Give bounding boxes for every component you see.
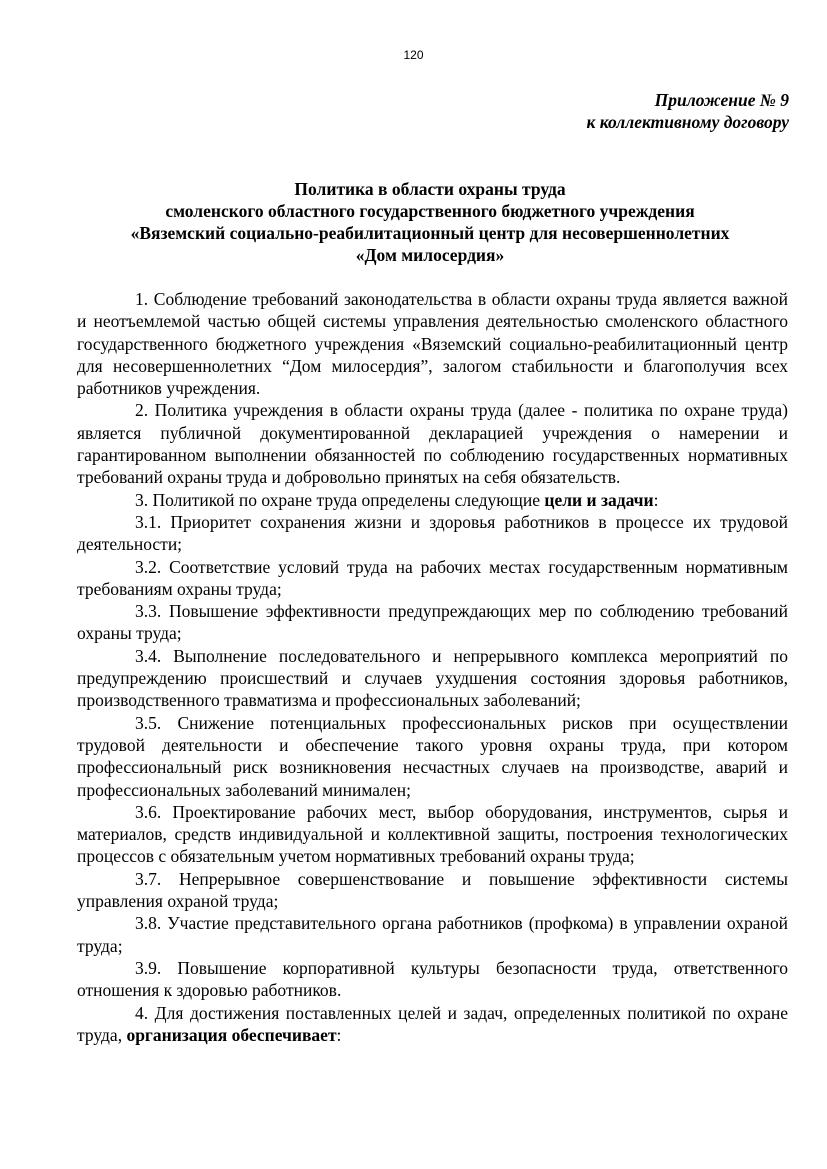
- title-line-1: Политика в области охраны труда: [294, 179, 566, 199]
- document-title: [60, 178, 800, 266]
- appendix-number: Приложение № 9: [654, 90, 789, 110]
- paragraph-1: 1. Соблюдение требований законодательства в области охраны труда является важной и неотъемлемой частью общей системы управления деятельностью смоленского областного государственного бюджетного учреждения «Вяземский социально-реабилитационный центр для несовершеннолетних “Дом милосердия”, залогом стабильности и благополучия всех работников учреждения.: [77, 289, 788, 399]
- paragraph-3-8: 3.8. Участие представительного органа работников (профкома) в управлении охраной труда;: [77, 913, 788, 956]
- paragraph-3-6: 3.6. Проектирование рабочих мест, выбор оборудования, инструментов, сырья и материалов, средств индивидуальной и коллективной защиты, построения технологических процессов с обязательным учетом нормативных требований охраны труда;: [77, 801, 788, 867]
- paragraph-3-7: 3.7. Непрерывное совершенствование и повышение эффективности системы управления охраной труда;: [77, 868, 788, 912]
- paragraph-3-colon: :: [653, 489, 659, 510]
- paragraph-3-5: 3.5. Снижение потенциальных профессиональных рисков при осуществлении трудовой деятельности и обеспечение такого уровня охраны труда, при котором профессиональный риск возникновения несчастных случаев на производстве, аварий и профессиональных заболеваний минимален;: [77, 712, 788, 800]
- paragraph-3-9: 3.9. Повышение корпоративной культуры безопасности труда, ответственного отношения к здоровью работников.: [77, 957, 788, 1001]
- paragraph-4: [77, 1002, 788, 1047]
- paragraph-4-colon: :: [336, 1024, 342, 1045]
- document-body: [77, 288, 788, 1046]
- paragraph-4-emphasis: организация обеспечивает: [126, 1024, 337, 1045]
- paragraph-3-4: 3.4. Выполнение последовательного и непрерывного комплекса мероприятий по предупреждению происшествий и случаев ухудшения состояния здоровья работников, производственного травматизма и профессиональных заболеваний;: [77, 645, 788, 711]
- appendix-reference: к коллективному договору: [586, 112, 789, 132]
- paragraph-3: [77, 489, 788, 511]
- paragraph-3-1: 3.1. Приоритет сохранения жизни и здоровья работников в процессе их трудовой деятельности;: [77, 511, 788, 555]
- paragraph-3-3: 3.3. Повышение эффективности предупреждающих мер по соблюдению требований охраны труда;: [77, 601, 788, 644]
- paragraph-3-2: 3.2. Соответствие условий труда на рабочих местах государственным нормативным требованиям охраны труда;: [77, 556, 788, 599]
- title-line-3: «Вяземский социально-реабилитационный центр для несовершеннолетних: [130, 223, 730, 243]
- title-line-4: «Дом милосердия»: [355, 245, 505, 265]
- page-number: 120: [403, 48, 424, 62]
- paragraph-2: 2. Политика учреждения в области охраны труда (далее - политика по охране труда) является публичной документированной декларацией учреждения о намерении и гарантированном выполнении обязанностей по соблюдению государственных нормативных требований охраны труда и добровольно принятых на себя обязательств.: [77, 400, 788, 488]
- paragraph-4-text: 4. Для достижения поставленных целей и задач, определенных политикой по охране труда,: [77, 1002, 788, 1045]
- title-line-2: смоленского областного государственного бюджетного учреждения: [165, 201, 695, 221]
- paragraph-3-text: 3. Политикой по охране труда определены следующие: [135, 489, 545, 510]
- paragraph-3-emphasis: цели и задачи: [544, 489, 654, 510]
- appendix-caption: [587, 89, 790, 133]
